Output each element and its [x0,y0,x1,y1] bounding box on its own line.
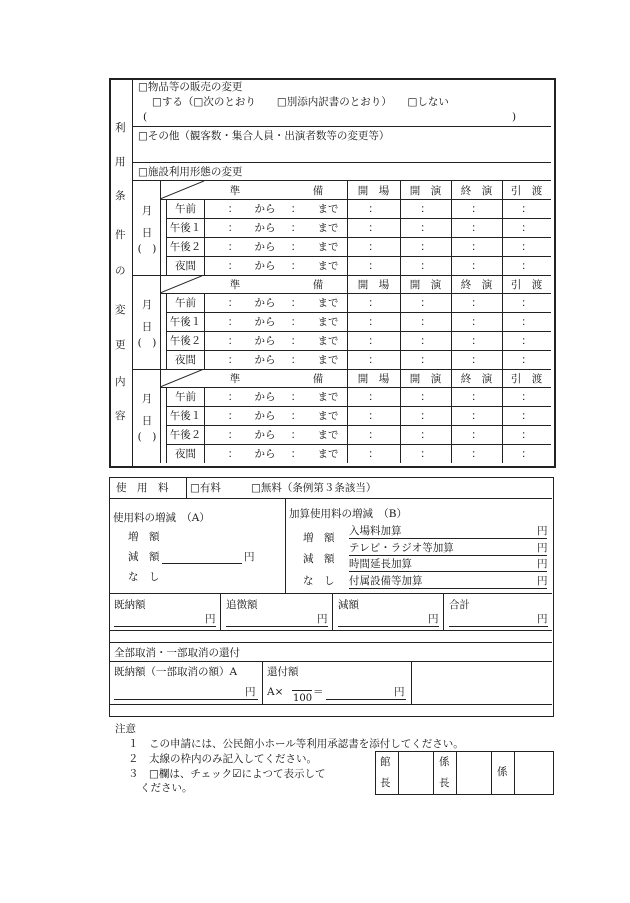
time-from: から [254,260,276,272]
change-b-none: な し [303,575,335,587]
time-from: から [254,354,276,366]
time-entry-field[interactable]: ： [521,203,532,215]
time-colon[interactable]: ： [227,429,239,441]
refund-paid-field[interactable] [114,699,258,700]
amount-paid-label: 既納額 [114,599,146,611]
header-open-doors: 開 場 [357,184,390,197]
time-colon[interactable]: ： [290,297,302,309]
header-diagonal [160,181,204,199]
other-change-checkbox[interactable]: □その他（観客数・集合人員・出演者数等の変更等） [138,130,390,142]
time-until: まで [317,316,339,328]
time-colon[interactable]: ： [227,391,239,403]
time-until: まで [317,222,339,234]
stamp-kancho: 長 [380,777,391,789]
time-entry-field[interactable]: ： [471,448,482,460]
time-until: まで [317,429,339,441]
time-entry-field[interactable]: ： [471,241,482,253]
amount-total-field[interactable] [449,626,548,627]
time-entry-field[interactable]: ： [471,297,482,309]
period-label: 午前 [175,297,196,309]
header-prep: 準 [229,278,241,291]
time-colon[interactable]: ： [227,354,239,366]
time-colon[interactable]: ： [227,448,239,460]
sidebar-char: 更 [115,339,126,351]
time-entry-field[interactable]: ： [471,335,482,347]
time-colon[interactable]: ： [290,410,302,422]
b-item-extension: 時間延長加算 [349,558,412,570]
header-handover: 引 渡 [510,184,543,197]
day-month-label: 月 [141,392,153,405]
sidebar-char: 条 [115,190,126,202]
time-entry-field[interactable]: ： [471,203,482,215]
day-weekday-label[interactable]: ( ) [137,430,157,443]
amount-paid-field[interactable] [114,626,216,627]
refund-title: 全部取消・一部取消の還付 [114,647,240,659]
b-yen: 円 [537,558,548,570]
time-entry-field[interactable]: ： [420,410,431,422]
time-from: から [254,203,276,215]
time-until: まで [317,410,339,422]
day-weekday-label[interactable]: ( ) [137,242,157,255]
header-prep: 準 [229,372,241,385]
b-item-equipment: 付属設備等加算 [349,575,423,587]
refund-amount-yen: 円 [394,686,405,698]
change-b-decrease: 減 額 [303,553,335,565]
stamp-kakaricho: 係 [439,756,450,768]
b-yen: 円 [537,575,548,587]
change-a-none: な し [128,571,160,583]
time-colon[interactable]: ： [290,391,302,403]
note-item: ３ □欄は、チェック☑によつて表示して [128,768,326,780]
time-entry-field[interactable]: ： [521,335,532,347]
time-until: まで [317,335,339,347]
fee-paid-checkbox[interactable]: □有料 [190,482,221,494]
time-entry-field[interactable]: ： [368,391,379,403]
time-entry-field[interactable]: ： [420,203,431,215]
time-entry-field[interactable]: ： [368,203,379,215]
time-from: から [254,222,276,234]
time-entry-field[interactable]: ： [471,429,482,441]
time-entry-field[interactable]: ： [420,335,431,347]
time-entry-field[interactable]: ： [521,316,532,328]
time-entry-field[interactable]: ： [420,448,431,460]
amount-reduced-field[interactable] [338,626,439,627]
time-entry-field[interactable]: ： [521,429,532,441]
change-a-increase: 増 額 [128,531,160,543]
time-entry-field[interactable]: ： [368,335,379,347]
refund-paid-label: 既納額（一部取消の額）A [114,666,238,678]
time-from: から [254,241,276,253]
refund-denominator: 100 [293,693,313,704]
time-entry-field[interactable]: ： [368,222,379,234]
refund-amount-field[interactable] [326,699,406,700]
time-from: から [254,448,276,460]
time-colon[interactable]: ： [227,260,239,272]
time-entry-field[interactable]: ： [521,222,532,234]
time-entry-field[interactable]: ： [521,448,532,460]
period-label: 午前 [175,203,196,215]
sales-paren-close: ) [512,111,517,123]
time-entry-field[interactable]: ： [368,448,379,460]
grid-line [204,199,205,275]
sidebar-char: 変 [115,304,126,316]
header-curtain-up: 開 演 [409,372,442,385]
sales-change-checkbox[interactable]: □物品等の販売の変更 [138,81,243,93]
day-day-label: 日 [141,320,153,333]
day-month-label: 月 [141,298,153,311]
header-end: 終 演 [460,372,493,385]
period-label: 夜間 [175,448,196,460]
grid-line [204,293,205,369]
period-label: 午前 [175,391,196,403]
notes-heading: 注意 [115,723,136,735]
time-until: まで [317,203,339,215]
time-colon[interactable]: ： [290,354,302,366]
b-equipment-field[interactable] [349,588,547,589]
time-colon[interactable]: ： [290,316,302,328]
header-open-doors: 開 場 [357,372,390,385]
refund-equals: ＝ [313,686,324,698]
time-entry-field[interactable]: ： [368,316,379,328]
time-from: から [254,391,276,403]
sidebar-char: 用 [115,156,126,168]
time-entry-field[interactable]: ： [471,410,482,422]
time-colon[interactable]: ： [290,241,302,253]
fee-label: 使 用 料 [116,482,169,494]
time-entry-field[interactable]: ： [368,410,379,422]
time-entry-field[interactable]: ： [471,354,482,366]
b-yen: 円 [537,542,548,554]
sidebar-char: の [115,265,126,277]
time-from: から [254,297,276,309]
b-item-broadcast: テレビ・ラジオ等加算 [349,542,454,554]
time-entry-field[interactable]: ： [368,297,379,309]
change-a-decrease-field[interactable] [162,563,242,564]
amount-yen: 円 [537,613,548,625]
sidebar-char: 容 [115,410,126,422]
period-label: 夜間 [175,260,196,272]
time-until: まで [317,448,339,460]
header-open-doors: 開 場 [357,278,390,291]
change-b-title: 加算使用料の増減 （B） [289,508,407,520]
b-broadcast-field[interactable] [349,555,547,556]
time-colon[interactable]: ： [227,203,239,215]
time-from: から [254,410,276,422]
period-label: 午後２ [169,335,202,347]
time-from: から [254,335,276,347]
note-item: ２ 太線の枠内のみ記入してください。 [128,753,317,765]
stamp-box [375,751,554,795]
time-colon[interactable]: ： [290,222,302,234]
time-entry-field[interactable]: ： [521,297,532,309]
time-from: から [254,429,276,441]
b-extension-field[interactable] [349,571,547,572]
header-curtain-up: 開 演 [409,184,442,197]
sidebar-char: 利 [115,122,126,134]
header-prep: 備 [312,184,324,197]
sidebar-divider [132,79,133,466]
time-colon[interactable]: ： [290,203,302,215]
header-prep: 備 [312,372,324,385]
change-a-decrease: 減 額 [128,551,160,563]
period-label: 夜間 [175,354,196,366]
period-label: 午後１ [169,316,202,328]
time-colon[interactable]: ： [227,316,239,328]
time-entry-field[interactable]: ： [368,354,379,366]
time-entry-field[interactable]: ： [420,241,431,253]
time-entry-field[interactable]: ： [420,316,431,328]
stamp-kancho: 館 [380,756,391,768]
time-until: まで [317,391,339,403]
time-entry-field[interactable]: ： [521,354,532,366]
grid-line [204,387,205,463]
header-handover: 引 渡 [510,372,543,385]
time-until: まで [317,354,339,366]
time-entry-field[interactable]: ： [420,391,431,403]
time-entry-field[interactable]: ： [521,391,532,403]
period-label: 午後２ [169,429,202,441]
b-yen: 円 [537,525,548,537]
stamp-kakari: 係 [497,766,508,778]
header-handover: 引 渡 [510,278,543,291]
time-colon[interactable]: ： [227,297,239,309]
amount-yen: 円 [428,613,439,625]
time-colon[interactable]: ： [227,222,239,234]
sales-paren-open: ( [143,111,148,123]
change-a-title: 使用料の増減 （A） [113,512,210,524]
time-entry-field[interactable]: ： [471,391,482,403]
amount-yen: 円 [205,613,216,625]
time-until: まで [317,241,339,253]
time-colon[interactable]: ： [227,335,239,347]
day-weekday-label[interactable]: ( ) [137,336,157,349]
stamp-kakaricho: 長 [439,777,450,789]
note-item: ください。 [140,782,193,794]
sales-options[interactable]: □する（□次のとおり □別添内訳書のとおり） □しない [152,96,449,108]
time-until: まで [317,297,339,309]
time-entry-field[interactable]: ： [521,410,532,422]
amount-reduced-label: 減額 [338,599,359,611]
time-entry-field[interactable]: ： [521,260,532,272]
time-colon[interactable]: ： [227,410,239,422]
facility-change-checkbox[interactable]: □施設利用形態の変更 [138,166,243,178]
time-entry-field[interactable]: ： [471,316,482,328]
b-admission-field[interactable] [349,538,547,539]
refund-formula-a: A× [267,686,284,698]
time-from: から [254,316,276,328]
period-label: 午後２ [169,241,202,253]
time-colon[interactable]: ： [227,241,239,253]
time-entry-field[interactable]: ： [521,241,532,253]
amount-additional-label: 追徴額 [226,599,258,611]
header-end: 終 演 [460,184,493,197]
time-entry-field[interactable]: ： [420,222,431,234]
time-colon[interactable]: ： [290,260,302,272]
period-label: 午後１ [169,410,202,422]
time-entry-field[interactable]: ： [471,222,482,234]
period-label: 午後１ [169,222,202,234]
time-entry-field[interactable]: ： [368,241,379,253]
sidebar-char: 件 [115,229,126,241]
time-entry-field[interactable]: ： [368,260,379,272]
b-item-admission: 入場料加算 [349,525,402,537]
amount-total-label: 合計 [449,599,470,611]
time-entry-field[interactable]: ： [471,260,482,272]
time-entry-field[interactable]: ： [420,429,431,441]
refund-rate-field[interactable] [292,690,312,691]
time-entry-field[interactable]: ： [420,260,431,272]
amount-additional-field[interactable] [226,626,328,627]
time-colon[interactable]: ： [290,335,302,347]
time-entry-field[interactable]: ： [368,429,379,441]
time-entry-field[interactable]: ： [420,354,431,366]
day-day-label: 日 [141,414,153,427]
day-day-label: 日 [141,226,153,239]
header-diagonal [160,369,204,387]
header-diagonal [160,275,204,293]
sidebar-char: 内 [115,376,126,388]
refund-amount-label: 還付額 [267,666,299,678]
header-prep: 備 [312,278,324,291]
note-item: １ この申請には、公民館小ホール等利用承認書を添付してください。 [128,738,464,750]
header-curtain-up: 開 演 [409,278,442,291]
change-a-yen: 円 [244,551,255,563]
fee-free-checkbox[interactable]: □無料（条例第３条該当） [251,482,377,494]
time-colon[interactable]: ： [290,448,302,460]
change-b-increase: 増 額 [303,532,335,544]
header-prep: 準 [229,184,241,197]
header-end: 終 演 [460,278,493,291]
time-until: まで [317,260,339,272]
time-colon[interactable]: ： [290,429,302,441]
day-month-label: 月 [141,204,153,217]
amount-yen: 円 [317,613,328,625]
time-entry-field[interactable]: ： [420,297,431,309]
refund-paid-yen: 円 [245,686,256,698]
